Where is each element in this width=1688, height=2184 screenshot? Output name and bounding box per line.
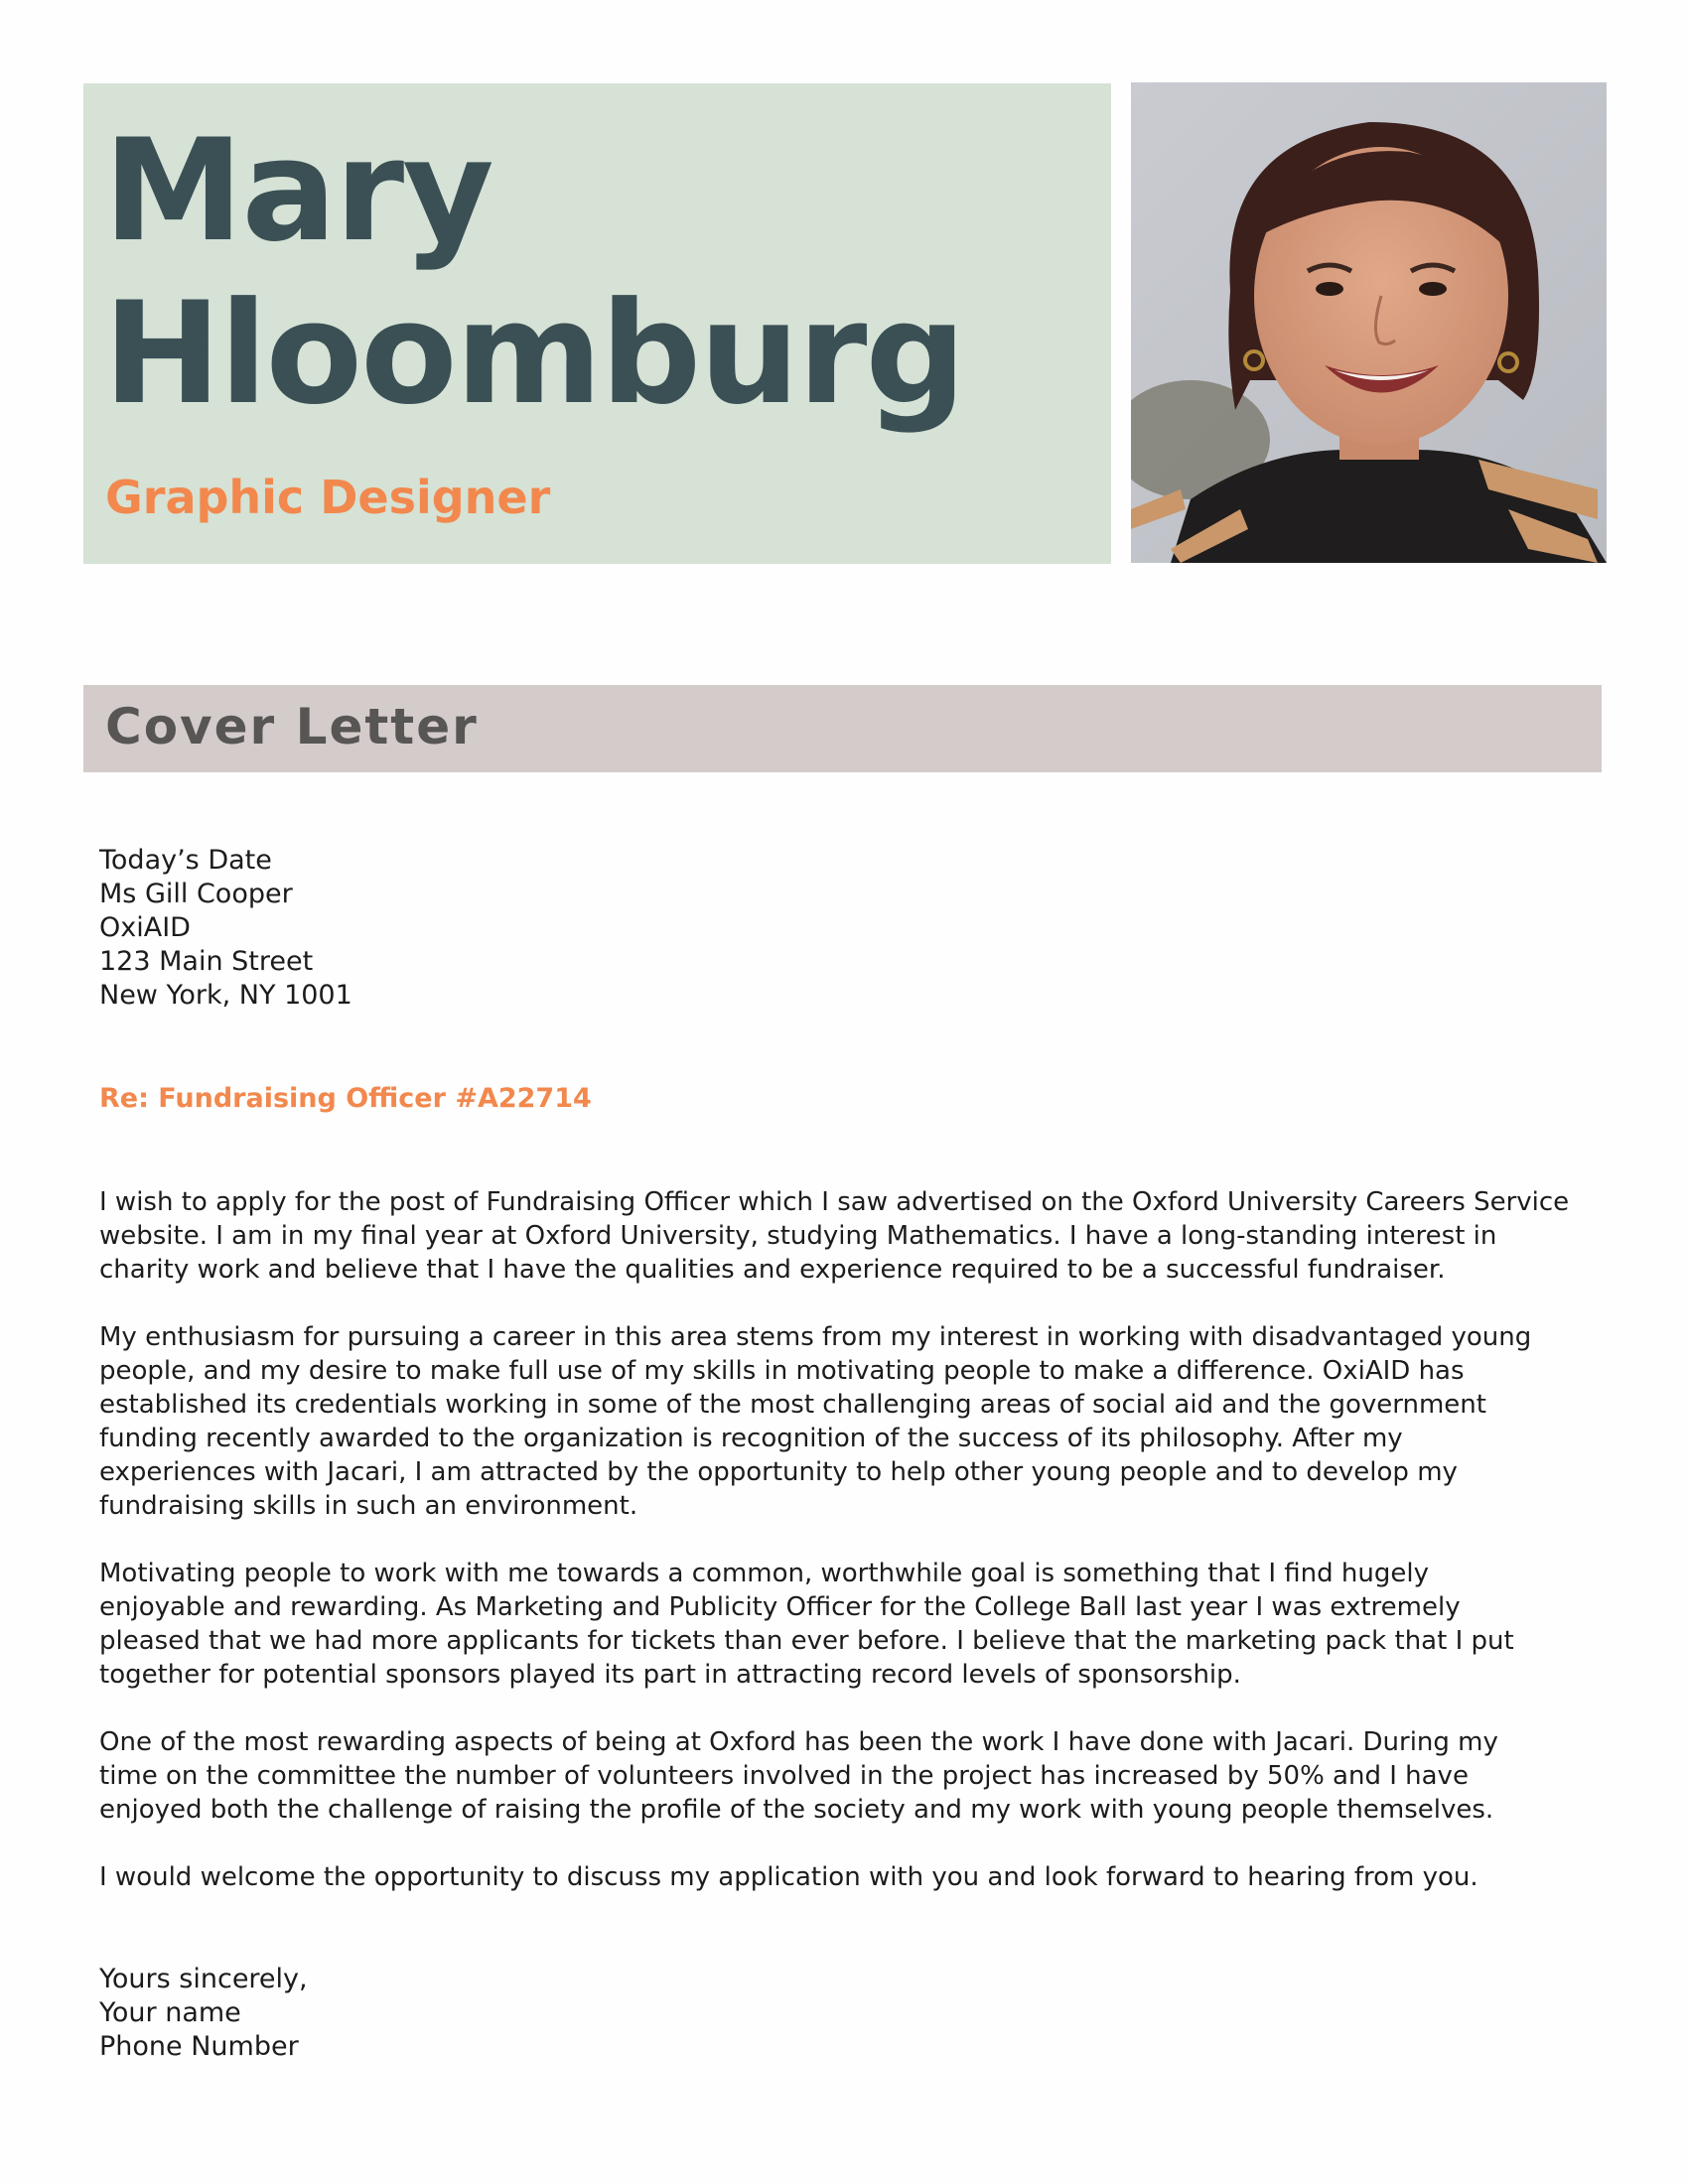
closing-block: [99, 1963, 308, 2064]
subject-line: Re: Fundraising Officer #A22714: [99, 1083, 592, 1114]
paragraph-line: Motivating people to work with me towards a common, worthwhile goal is something that I find hugely: [99, 1559, 1429, 1588]
closing-name: Your name: [99, 1997, 241, 2028]
first-name: Mary: [103, 109, 492, 273]
last-name: Hloomburg: [103, 272, 965, 436]
paragraph-line: time on the committee the number of volunteers involved in the project has increased by 50% and I have: [99, 1761, 1469, 1791]
recipient-street: 123 Main Street: [99, 946, 314, 977]
closing-phone: Phone Number: [99, 2031, 299, 2062]
job-title: Graphic Designer: [105, 471, 551, 524]
paragraph: [99, 1557, 1618, 1692]
paragraph-line: people, and my desire to make full use of my skills in motivating people to make a difference. OxiAID has: [99, 1356, 1465, 1386]
profile-photo: [1131, 82, 1607, 563]
letter-date: Today’s Date: [99, 845, 272, 876]
paragraph-line: One of the most rewarding aspects of being at Oxford has been the work I have done with Jacari. During my: [99, 1727, 1498, 1757]
section-bar: [83, 685, 1602, 772]
closing-salutation: Yours sincerely,: [99, 1964, 308, 1994]
paragraph-line: established its credentials working in some of the most challenging areas of social aid and the government: [99, 1390, 1486, 1420]
paragraph: [99, 1320, 1618, 1523]
paragraph-line: enjoyable and rewarding. As Marketing and Publicity Officer for the College Ball last year I was extremely: [99, 1592, 1461, 1622]
paragraph-line: fundraising skills in such an environment.: [99, 1491, 638, 1521]
paragraph-line: funding recently awarded to the organization is recognition of the success of its philosophy. After my: [99, 1424, 1403, 1453]
header-panel: [83, 83, 1111, 564]
address-block: [99, 844, 1618, 1013]
paragraph: [99, 1860, 1618, 1894]
recipient-city: New York, NY 1001: [99, 980, 352, 1011]
paragraph-line: experiences with Jacari, I am attracted by the opportunity to help other young people and to develop my: [99, 1457, 1458, 1487]
paragraph-line: website. I am in my final year at Oxford University, studying Mathematics. I have a long-standing interest in: [99, 1221, 1497, 1251]
letter-body: [99, 1185, 1618, 1928]
paragraph-line: I would welcome the opportunity to discuss my application with you and look forward to hearing from you.: [99, 1862, 1478, 1892]
paragraph-line: My enthusiasm for pursuing a career in this area stems from my interest in working with disadvantaged young: [99, 1322, 1532, 1352]
paragraph-line: I wish to apply for the post of Fundraising Officer which I saw advertised on the Oxford University Careers Service: [99, 1187, 1570, 1217]
section-title: Cover Letter: [105, 698, 479, 755]
paragraph: [99, 1185, 1618, 1287]
paragraph-line: pleased that we had more applicants for tickets than ever before. I believe that the marketing pack that I put: [99, 1626, 1514, 1656]
recipient-company: OxiAID: [99, 912, 191, 943]
paragraph-line: together for potential sponsors played its part in attracting record levels of sponsorship.: [99, 1660, 1241, 1690]
paragraph: [99, 1725, 1618, 1827]
paragraph-line: charity work and believe that I have the qualities and experience required to be a successful fundraiser.: [99, 1255, 1446, 1285]
paragraph-line: enjoyed both the challenge of raising the profile of the society and my work with young people themselves.: [99, 1795, 1494, 1825]
recipient-name: Ms Gill Cooper: [99, 879, 293, 909]
